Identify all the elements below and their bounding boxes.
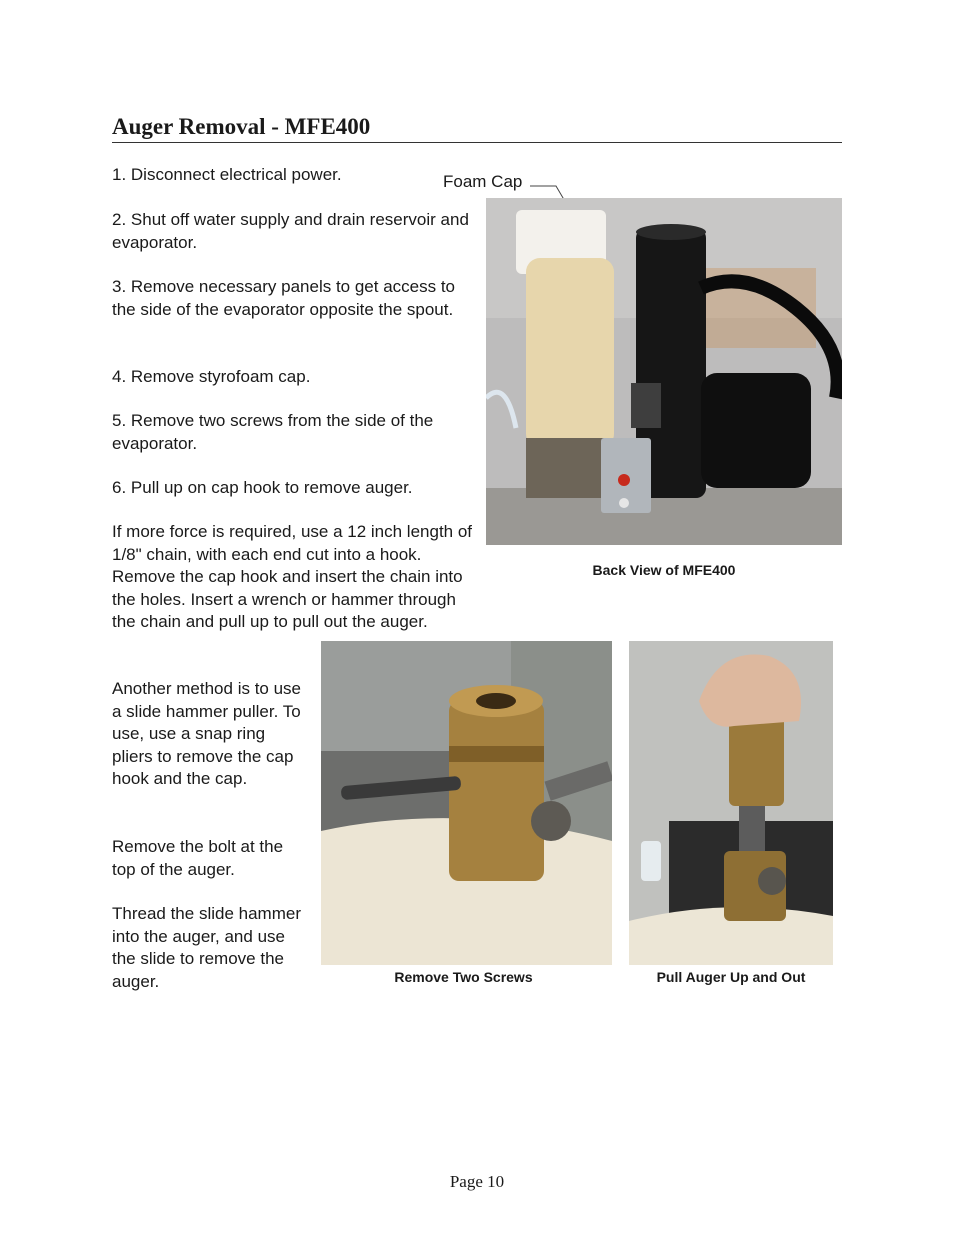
chain-method-paragraph: If more force is required, use a 12 inch length of 1/8" chain, with each end cut into a hook. Remove the cap hook and insert the chain into the holes. Insert a wrench or hammer through the chain and pull up to pull out the auger.: [112, 522, 473, 631]
page-number: Page 10: [449, 1172, 505, 1191]
foam-cap-callout: Foam Cap: [443, 172, 523, 191]
back-view-caption: Back View of MFE400: [592, 562, 736, 578]
step-5: 5. Remove two screws from the side of the evaporator.: [112, 411, 434, 453]
step-2: 2. Shut off water supply and drain reservoir and evaporator.: [112, 210, 469, 252]
step-6: 6. Pull up on cap hook to remove auger.: [112, 478, 413, 497]
pull-auger-caption: Pull Auger Up and Out: [656, 969, 806, 985]
slide-hammer-paragraph: Another method is to use a slide hammer puller. To use, use a snap ring pliers to remove the cap hook and the cap.: [112, 679, 302, 788]
remove-bolt-paragraph: Remove the bolt at the top of the auger.: [112, 837, 284, 879]
step-3: 3. Remove necessary panels to get access to the side of the evaporator opposite the spout.: [112, 277, 456, 319]
remove-screws-caption: Remove Two Screws: [394, 969, 533, 985]
step-1: 1. Disconnect electrical power.: [112, 165, 342, 184]
thread-slide-hammer-paragraph: Thread the slide hammer into the auger, and use the slide to remove the auger.: [112, 904, 301, 991]
remove-screws-photo: [321, 641, 612, 965]
page-title: Auger Removal - MFE400: [112, 114, 842, 143]
back-view-photo: [486, 198, 842, 545]
step-4: 4. Remove styrofoam cap.: [112, 367, 311, 386]
pull-auger-photo: [629, 641, 833, 965]
